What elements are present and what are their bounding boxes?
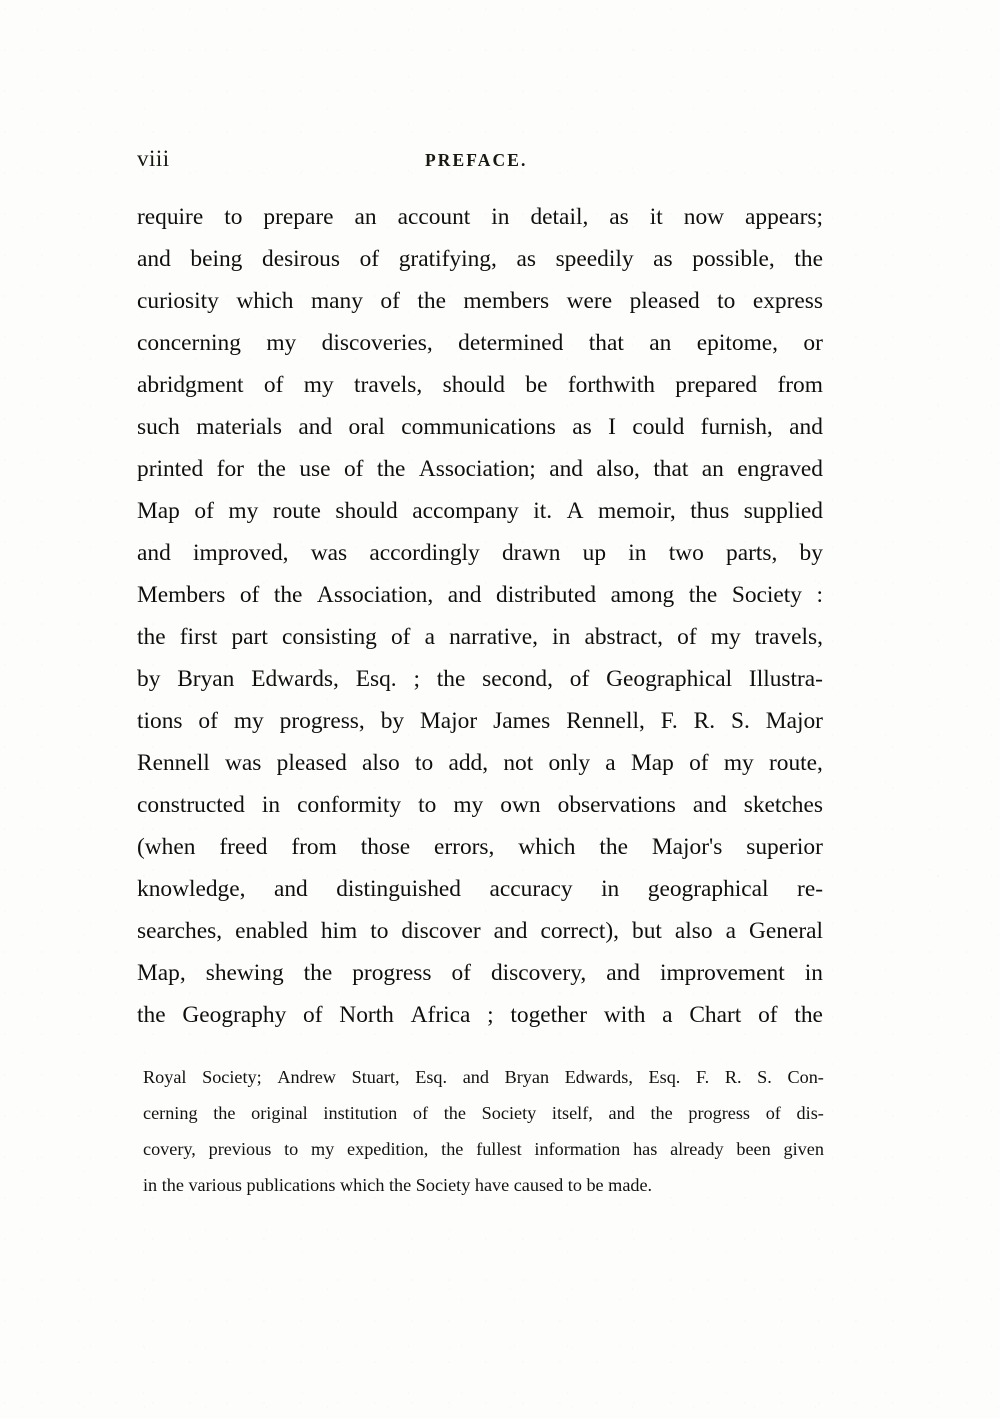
text-line: Map, shewing the progress of discovery, and improvement in — [137, 960, 823, 986]
text-line: knowledge, and distinguished accuracy in geographical re- — [137, 876, 823, 902]
text-line: Map of my route should accompany it. A memoir, thus supplied — [137, 498, 823, 524]
running-head — [137, 146, 823, 172]
text-line: the first part consisting of a narrative, in abstract, of my travels, — [137, 624, 823, 650]
body-text — [137, 196, 823, 1036]
text-line: tions of my progress, by Major James Rennell, F. R. S. Major — [137, 708, 823, 734]
page-number: viii — [137, 146, 170, 171]
text-line: Members of the Association, and distributed among the Society : — [137, 582, 823, 608]
running-head-title: PREFACE. — [425, 150, 528, 170]
text-line: curiosity which many of the members were pleased to express — [137, 288, 823, 314]
text-line: searches, enabled him to discover and correct), but also a General — [137, 918, 823, 944]
text-line: in the various publications which the Society have caused to be made. — [143, 1175, 653, 1195]
text-line: such materials and oral communications as I could furnish, and — [137, 414, 823, 440]
text-line: Royal Society; Andrew Stuart, Esq. and Bryan Edwards, Esq. F. R. S. Con- — [143, 1067, 824, 1087]
text-line: Rennell was pleased also to add, not only a Map of my route, — [137, 750, 823, 776]
text-line: concerning my discoveries, determined that an epitome, or — [137, 330, 823, 356]
footnote-text — [143, 1059, 824, 1203]
text-line: printed for the use of the Association; and also, that an engraved — [137, 456, 823, 482]
text-line: and improved, was accordingly drawn up in two parts, by — [137, 540, 823, 566]
text-line: covery, previous to my expedition, the fullest information has already been given — [143, 1139, 824, 1159]
text-line: abridgment of my travels, should be forthwith prepared from — [137, 372, 823, 398]
text-line: cerning the original institution of the Society itself, and the progress of dis- — [143, 1103, 824, 1123]
text-line: the Geography of North Africa ; together with a Chart of the — [137, 1002, 823, 1028]
text-line: by Bryan Edwards, Esq. ; the second, of Geographical Illustra- — [137, 666, 823, 692]
text-line: constructed in conformity to my own observations and sketches — [137, 792, 823, 818]
text-line: (when freed from those errors, which the Major's superior — [137, 834, 823, 860]
text-line: and being desirous of gratifying, as speedily as possible, the — [137, 246, 823, 272]
text-line: require to prepare an account in detail, as it now appears; — [137, 204, 823, 230]
